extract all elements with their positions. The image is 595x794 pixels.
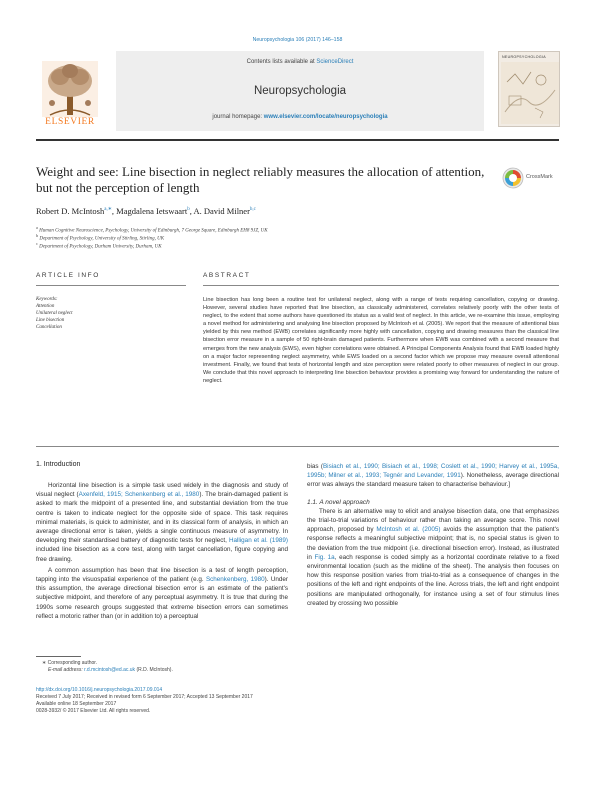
abstract-heading: ABSTRACT — [203, 272, 251, 279]
homepage-link[interactable]: www.elsevier.com/locate/neuropsychologia — [263, 114, 388, 120]
citation-link[interactable]: Axenfeld, 1915; Schenkenberg et al., 1980 — [78, 491, 200, 499]
body-text: included line bisection as a core test, along with target cancellation, figure copying and free drawing. — [36, 546, 288, 563]
email-label: E-mail address: — [48, 667, 85, 673]
journal-citation[interactable]: Neuropsychologia 106 (2017) 146–158 — [252, 37, 343, 43]
article-info-heading: ARTICLE INFO — [36, 272, 100, 279]
email-link[interactable]: r.d.mcintosh@ed.ac.uk — [84, 667, 136, 673]
abstract-text: Line bisection has long been a routine test for unilateral neglect, along with a range of tests requiring cancellation, copying or drawing. However, several studies have reported that line bisection, as classically administered, correlates relatively poorly with the other tests of neglect, to the extent that some authors have questioned its status as a valid test of neglect. In this article, we re-examine this issue, employing a novel method for administering and analysing line bisection proposed by McIntosh et al. (2005). We report that the measure of attentional bias yielded by this new method (EWB) correlates significantly more highly with cancellation, copying and drawing measures than the classical line bisection error measure in a sample of 50 right-brain damaged patients. Furthermore when EWB was combined with a second measure that emerges from the new analysis (EWS), even higher correlations were obtained. A Principal Components Analysis found that EWB loaded highly on a major factor representing neglect asymmetry, while EWS loaded on a second factor which we propose may measure overall attentional investment. Finally, we found that tests of horizontal length and size perception were related poorly to other measures of neglect in our group. We conclude that this novel approach to interpreting line bisection behaviour provides a promising way forward for understanding the nature of neglect. — [203, 297, 559, 384]
doi-link[interactable]: http://dx.doi.org/10.1016/j.neuropsychologia.2017.09.014 — [36, 687, 163, 693]
crossmark-label: CrossMark — [526, 174, 553, 180]
author-separator: , — [111, 206, 117, 216]
body-text: ). Under this assumption, the average directional bisection error is an estimate of the patient's subjective midpoint, and therefore of any perceptual asymmetry. It is true that during the 1990s some research groups suggested that extreme bisection errors can sometimes reflect a motoric rather than (or in addition to) a perceptual — [36, 576, 289, 620]
header-rule — [36, 139, 559, 141]
available-online: Available online 18 September 2017 — [36, 701, 117, 707]
subsection-heading-novel-approach: 1.1. A novel approach — [307, 498, 370, 506]
footnote-rule — [36, 656, 81, 657]
cover-illustration — [501, 62, 559, 124]
abstract-bottom-rule — [36, 446, 559, 447]
copyright-line: 0028-3932/ © 2017 Elsevier Ltd. All rights reserved. — [36, 708, 151, 714]
body-text: Horizontal line bisection is a simple task used widely in the diagnosis and study of visual neglect ( — [36, 482, 288, 499]
affiliation-marker: a — [36, 225, 38, 230]
article-info-rule — [36, 285, 186, 286]
body-text: avoids the assumption that the patient's response reflects a meaningful subjective midpoint; that is, no special status is given to the deviation from the true midpoint (i.e. directional bisection error). Instead, as illustrated in — [307, 526, 559, 561]
keywords-label: Keywords: — [36, 297, 58, 302]
cover-title: NEUROPSYCHOLOGIA — [502, 55, 546, 59]
affiliation-text: Department of Psychology, University of Stirling, Stirling, UK — [39, 236, 165, 242]
affiliation-text: Human Cognitive Neuroscience, Psychology, University of Edinburgh, 7 George Square, Edinburgh EH8 9JZ, UK — [39, 228, 268, 234]
elsevier-tree-logo — [36, 59, 104, 119]
homepage-prefix: journal homepage: — [212, 114, 264, 120]
section-heading-introduction: 1. Introduction — [36, 461, 81, 468]
journal-cover-thumbnail — [498, 51, 560, 127]
publication-info — [36, 687, 253, 715]
keyword: Unilateral neglect — [36, 311, 73, 316]
author-name: Magdalena Ietswaart — [116, 206, 188, 216]
keyword: Cancellation — [36, 325, 62, 330]
affiliation-marker: b — [36, 233, 39, 238]
contents-prefix: Contents lists available at — [246, 59, 317, 65]
paragraph — [307, 507, 559, 608]
sciencedirect-link[interactable]: ScienceDirect — [316, 59, 354, 65]
journal-banner — [36, 51, 559, 131]
citation-link[interactable]: Fig. 1a — [314, 553, 335, 561]
paragraph — [36, 481, 288, 564]
paragraph — [307, 462, 559, 490]
article-title: Weight and see: Line bisection in neglect reliably measures the allocation of attention, but not the perception of length — [36, 164, 485, 195]
email-line — [36, 667, 173, 674]
contents-line — [116, 59, 484, 65]
affiliation-text: Department of Psychology, Durham University, Durham, UK — [39, 244, 162, 250]
abstract-rule — [203, 285, 559, 286]
author-affiliation-marker[interactable]: b,c — [249, 207, 256, 213]
author-affiliation-marker[interactable]: a,∗ — [104, 207, 112, 213]
author-affiliation-marker[interactable]: b — [187, 207, 190, 213]
citation-link[interactable]: McIntosh et al. (2005) — [376, 526, 441, 534]
citation-link[interactable]: Bisiach et al., 1990; Bisiach et al., 1998; Coslett et al., 1990; Harvey et al., 1995a, 1995b; Milner et al., 1993; Tegnér and Levander, 1991 — [307, 463, 559, 480]
body-column-left — [36, 481, 288, 621]
publisher-name: ELSEVIER — [45, 117, 95, 127]
body-text: A common assumption has been that line bisection is a test of length perception, tapping into the visuospatial experience of the patient (e.g. — [36, 566, 288, 584]
crossmark-badge[interactable] — [502, 164, 556, 192]
affiliation — [36, 241, 162, 250]
journal-info-box — [116, 51, 484, 131]
affiliation-marker: c — [36, 241, 38, 246]
journal-name: Neuropsychologia — [253, 85, 347, 97]
crossmark-icon — [502, 167, 524, 189]
body-text: bias ( — [307, 463, 323, 470]
keyword: Attention — [36, 304, 55, 309]
author-name: A. David Milner — [193, 206, 250, 216]
author-list — [36, 206, 256, 216]
body-text: There is an alternative way to elicit and analyse bisection data, one that emphasizes the trial-to-trial variations of behaviour rather than taking an average score. This novel approach, proposed by — [307, 507, 559, 534]
body-text: ). Nonetheless, average directional error was always the standard measure taken to characterise behaviour.] — [307, 472, 559, 489]
keyword: Line bisection — [36, 318, 65, 323]
author-name: Robert D. McIntosh — [36, 206, 105, 216]
journal-homepage-line — [116, 114, 484, 120]
citation-link[interactable]: Halligan et al. (1989) — [228, 537, 288, 545]
keywords-block — [36, 296, 73, 331]
citation-link[interactable]: Schenkenberg, 1980 — [205, 576, 265, 584]
received-dates: Received 7 July 2017; Received in revised form 6 September 2017; Accepted 13 September 2017 — [36, 694, 253, 700]
email-suffix: (R.D. McIntosh). — [135, 667, 173, 673]
author-separator: , — [189, 206, 194, 216]
body-text: ). The brain-damaged patient is asked to mark the midpoint of a presented line, and substantial deviation from the true centre is taken to indicate neglect for the opposite side of space. This task requires minimal materials, is quick to administer, and in its classical form of analysis, in which an average directional error is taken, yields a single continuous measure of asymmetry. In developing their standardised battery of diagnostic tests for neglect, — [36, 491, 288, 545]
body-column-right — [307, 462, 559, 608]
footnotes — [36, 660, 173, 674]
paragraph — [36, 566, 288, 621]
corresponding-author-note: ∗ Corresponding author. — [42, 660, 98, 666]
body-text: , each response is coded simply as a horizontal coordinate relative to a fixed environmental location (such as the midline of the sheet). The analysis then focuses on how this response position varies from trial-to-trial as a consequence of changes in the positions of the left and right endpoints of the line. Across trials, the left and right endpoint positions are manipulated orthogonally, for instance using a set of four stimulus lines created by crossing two possible — [307, 553, 559, 607]
